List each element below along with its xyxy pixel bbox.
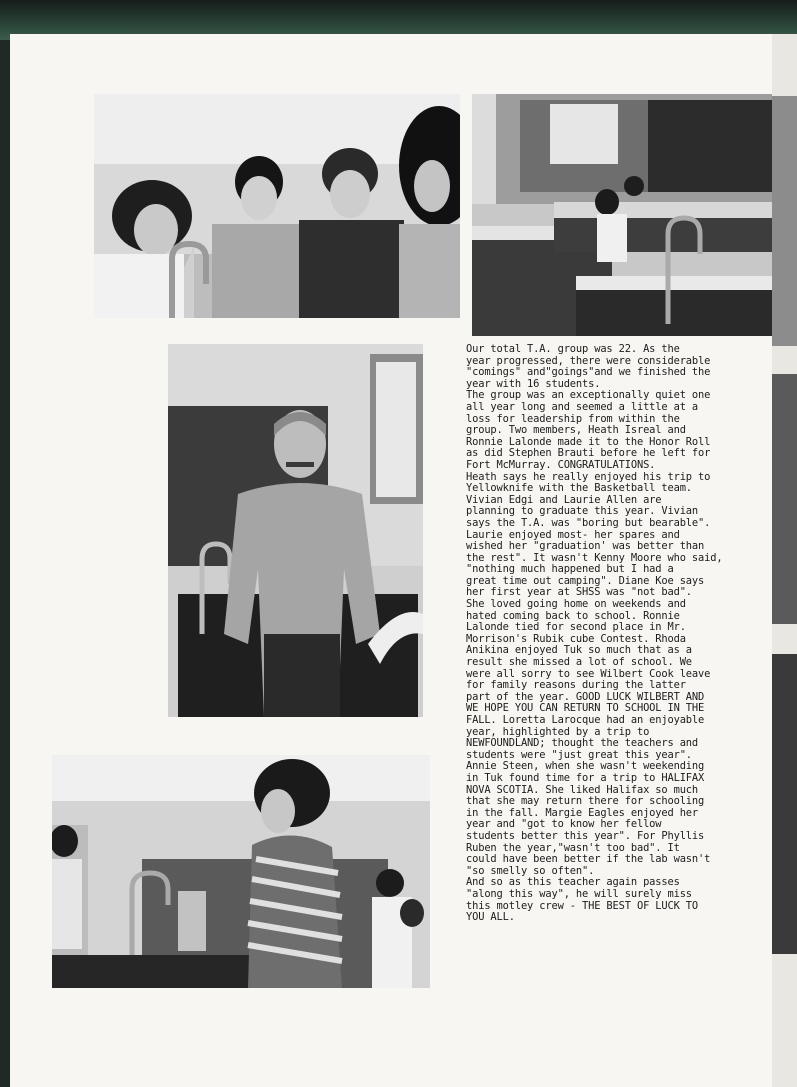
article-paragraph: And so as this teacher again passes "along this way", he will surely miss this motley crew - THE BEST OF LUCK TO YOU ALL. xyxy=(466,876,699,924)
ta-group-article xyxy=(466,344,756,924)
article-paragraph: Heath says he really enjoyed his trip to Yellowknife with the Basketball team. Vivian Edgi and Laurie Allen are planning to graduate this year. Vivian says the T.A. was "boring but bearable". Laurie enjoyed most- her spares and wished her "graduation' was better than the rest". It wasn't Kenny Moore who said, "nothing much happened but I had a great time out camping". Diane Koe says her first year at SHSS was "not bad". She loved going home on weekends and hated coming back to school. Ronnie Lalonde tied for second place in Mr. Morrison's Rubik cube Contest. Rhoda Anikina enjoyed Tuk so much that as a result she missed a lot of school. We were all sorry to see Wilbert Cook leave for family reasons during the latter part of the year. GOOD LUCK WILBERT AND WE HOPE YOU CAN RETURN TO SCHOOL IN THE FALL. Loretta Larocque had an enjoyable year, highlighted by a trip to NEWFOUNDLAND; thought the teachers and students were "just great this year". Annie Steen, when she wasn't weekending in Tuk found time for a trip to HALIFAX NOVA SCOTIA. She liked Halifax so much that she may return there for schooling in the fall. Margie Eagles enjoyed her year and "got to know her fellow students better this year". For Phyllis Ruben the year,"wasn't too bad". It could have been better if the lab wasn't "so smelly so often". xyxy=(466,470,723,877)
article-paragraph: The group was an exceptionally quiet one all year long and seemed a little at a loss for leadership from within the group. Two members, Heath Isreal and Ronnie Lalonde made it to the Honor Roll as did Stephen Brauti before he left for Fort McMurray. CONGRATULATIONS. xyxy=(466,389,711,471)
photo-student-at-sink xyxy=(52,755,430,988)
article-paragraph: Our total T.A. group was 22. As the year progressed, there were considerable "comings" and"goings"and we finished the year with 16 students. xyxy=(466,343,711,390)
adjacent-page-edge xyxy=(772,34,797,1087)
photo-classroom-lab xyxy=(472,94,772,336)
photo-students-at-lab-sink xyxy=(94,94,460,318)
photo-teacher xyxy=(168,344,423,717)
